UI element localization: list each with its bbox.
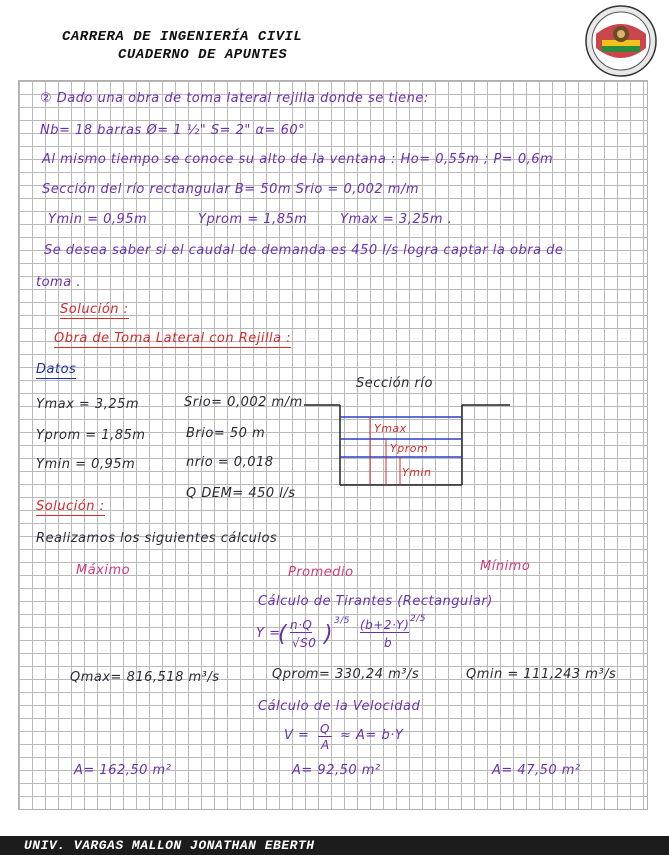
problem-line-6: Se desea saber si el caudal de demanda es 450 l/s logra captar la obra de — [44, 243, 564, 258]
formula-velocidad — [284, 722, 424, 758]
diagram-ymax-label: Ymax — [374, 422, 407, 435]
problem-yprom: Yprom = 1,85m — [198, 212, 308, 227]
formula-exponent-1: 3/5 — [334, 616, 350, 626]
datos-srio: Srio= 0,002 m/m — [184, 395, 303, 410]
col-promedio: Promedio — [288, 565, 354, 580]
problem-ymin: Ymin = 0,95m — [48, 212, 148, 227]
datos-nrio: nrio = 0,018 — [186, 455, 274, 470]
problem-line-3: Al mismo tiempo se conoce su alto de la ventana : Ho= 0,55m ; P= 0,6m — [42, 152, 554, 167]
formula-numerator: n·Q — [290, 618, 313, 632]
q-max: Qmax= 816,518 m³/s — [70, 670, 220, 685]
diagram-title: Sección río — [356, 376, 433, 391]
formula-v: V = — [284, 728, 310, 743]
datos-qdem: Q DEM= 450 l/s — [186, 486, 296, 501]
calc-tirantes-title: Cálculo de Tirantes (Rectangular) — [258, 594, 493, 609]
area-max: A= 162,50 m² — [74, 763, 172, 778]
problem-line-2: Nb= 18 barras Ø= 1 ½" S= 2" α= 60° — [40, 123, 306, 138]
formula-numerator-2: (b+2·Y) — [360, 618, 410, 632]
realizamos-text: Realizamos los siguientes cálculos — [36, 531, 278, 546]
col-minimo: Mínimo — [480, 559, 531, 574]
area-min: A= 47,50 m² — [492, 763, 581, 778]
area-prom: A= 92,50 m² — [292, 763, 381, 778]
formula-rest: ≈ A= b·Y — [340, 728, 404, 743]
formula-tirantes — [256, 614, 436, 658]
formula-paren-open: ( — [278, 622, 288, 647]
q-prom: Qprom= 330,24 m³/s — [272, 667, 420, 682]
col-maximo: Máximo — [76, 563, 131, 578]
formula-exponent-2: 2/5 — [410, 614, 426, 624]
formula-a: A — [321, 738, 330, 752]
formula-q: Q — [320, 722, 330, 736]
formula-y: Y = — [256, 626, 281, 641]
problem-line-1: ② Dado una obra de toma lateral rejilla donde se tiene: — [40, 91, 429, 106]
formula-denominator: √S0 — [292, 636, 317, 650]
solution-heading: Solución : — [60, 302, 129, 317]
problem-line-7: toma . — [36, 275, 81, 290]
datos-brio: Brio= 50 m — [186, 426, 266, 441]
career-title: CARRERA DE INGENIERÍA CIVIL — [62, 29, 303, 45]
calc-velocidad-title: Cálculo de la Velocidad — [258, 699, 421, 714]
notebook-title: CUADERNO DE APUNTES — [118, 47, 288, 63]
footer-author: UNIV. VARGAS MALLON JONATHAN EBERTH — [24, 838, 315, 853]
problem-ymax: Ymax = 3,25m . — [340, 212, 453, 227]
problem-line-4: Sección del río rectangular B= 50m Srio = 0,002 m/m — [42, 182, 420, 197]
q-min: Qmin = 111,243 m³/s — [466, 667, 617, 682]
diagram-yprom-label: Yprom — [390, 442, 429, 455]
diagram-ymin-label: Ymin — [402, 466, 432, 479]
datos-yprom: Yprom = 1,85m — [36, 428, 146, 443]
subtitle-heading: Obra de Toma Lateral con Rejilla : — [54, 331, 292, 346]
datos-ymin: Ymin = 0,95m — [36, 457, 136, 472]
datos-label: Datos — [36, 362, 77, 377]
formula-denominator-2: b — [384, 636, 393, 650]
solucion-heading-2: Solución : — [36, 499, 105, 514]
datos-ymax: Ymax = 3,25m — [36, 397, 140, 412]
footer-bar — [0, 836, 669, 855]
university-seal-logo — [584, 4, 658, 78]
formula-paren-close: ) — [324, 622, 334, 647]
